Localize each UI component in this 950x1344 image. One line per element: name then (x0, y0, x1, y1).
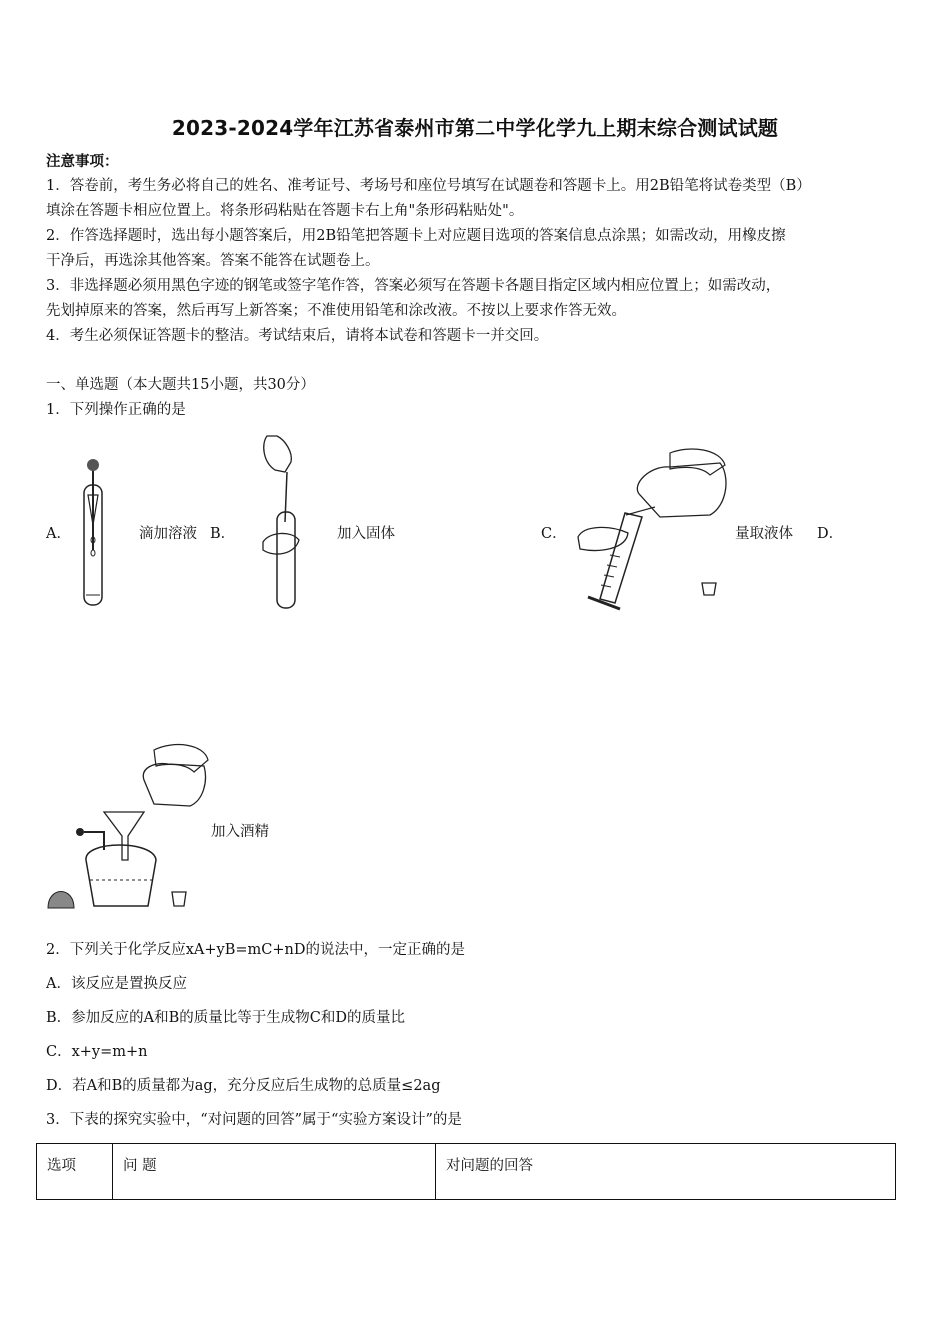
adding-solid-figure (255, 432, 315, 612)
dropper-test-tube-figure (76, 455, 112, 610)
alcohol-lamp-funnel-figure (44, 740, 214, 912)
table-header-cell: 选项 (37, 1144, 113, 1200)
option-a-letter: A． (46, 526, 71, 542)
notice-line: 4．考生必须保证答题卡的整洁。考试结束后，请将本试卷和答题卡一并交回。 (46, 328, 549, 344)
table-header-cell: 对问题的回答 (436, 1144, 896, 1200)
question-3-stem: 3．下表的探究实验中，“对问题的回答”属于“实验方案设计”的是 (46, 1112, 462, 1128)
notice-line: 干净后，再选涂其他答案。答案不能答在试题卷上。 (46, 253, 380, 269)
question-1-stem: 1．下列操作正确的是 (46, 402, 186, 418)
measuring-cylinder-figure (570, 445, 735, 615)
question-2-option: B．参加反应的A和B的质量比等于生成物C和D的质量比 (46, 1010, 406, 1026)
option-c-caption: 量取液体 (735, 526, 793, 542)
option-a-caption: 滴加溶液 (139, 526, 197, 542)
question-2-option: A．该反应是置换反应 (46, 976, 187, 992)
notice-heading: 注意事项： (46, 153, 119, 170)
option-d-caption: 加入酒精 (211, 824, 269, 840)
question-2-option: C．x+y=m+n (46, 1044, 148, 1060)
page-title: 2023-2024学年江苏省泰州市第二中学化学九上期末综合测试试题 (171, 116, 779, 140)
notice-line: 填涂在答题卡相应位置上。将条形码粘贴在答题卡右上角"条形码粘贴处"。 (46, 203, 524, 219)
question-2-option: D．若A和B的质量都为ag，充分反应后生成物的总质量≤2ag (46, 1078, 441, 1094)
notice-line: 1．答卷前，考生务必将自己的姓名、准考证号、考场号和座位号填写在试题卷和答题卡上。用2B铅笔将试卷类型（B） (46, 178, 811, 194)
option-b-caption: 加入固体 (337, 526, 395, 542)
notice-line: 先划掉原来的答案，然后再写上新答案；不准使用铅笔和涂改液。不按以上要求作答无效。 (46, 303, 626, 319)
option-c-letter: C． (541, 526, 567, 542)
table-header-cell: 问 题 (113, 1144, 436, 1200)
notice-line: 2．作答选择题时，选出每小题答案后，用2B铅笔把答题卡上对应题目选项的答案信息点涂黑；如需改动，用橡皮擦 (46, 228, 786, 244)
table-header-row (37, 1144, 896, 1200)
option-d-letter: D． (817, 526, 844, 542)
notice-line: 3．非选择题必须用黑色字迹的钢笔或签字笔作答，答案必须写在答题卡各题目指定区域内相应位置上；如需改动， (46, 278, 781, 294)
question-3-table (36, 1143, 896, 1200)
section-heading: 一、单选题（本大题共15小题，共30分） (46, 377, 315, 393)
question-2-stem: 2．下列关于化学反应xA+yB=mC+nD的说法中，一定正确的是 (46, 942, 465, 958)
option-b-letter: B． (210, 526, 236, 542)
